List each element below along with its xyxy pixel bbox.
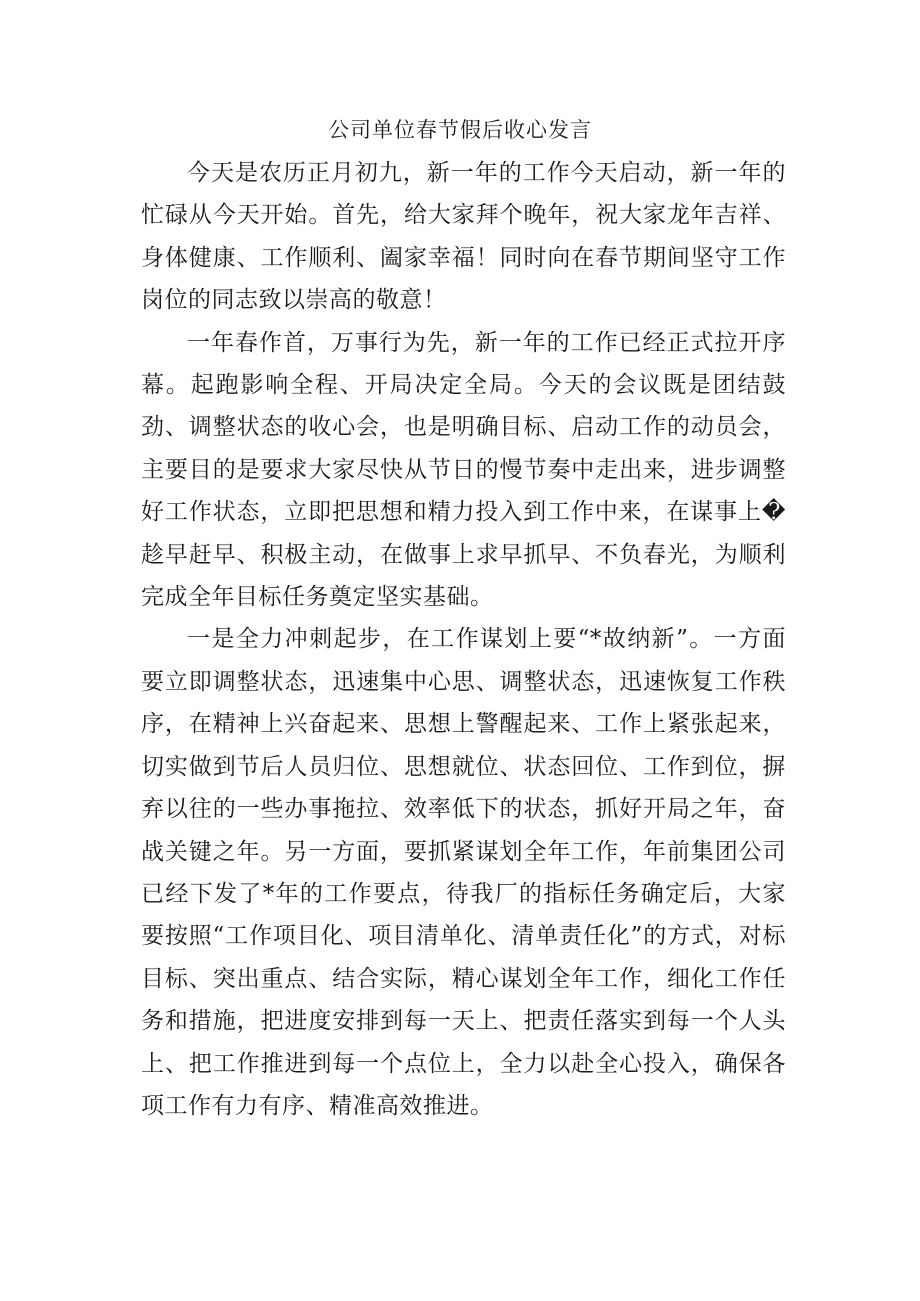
- paragraph-2: 一年春作首，万事行为先，新一年的工作已经正式拉开序幕。起跑影响全程、开局决定全局。今天的会议既是团结鼓劲、调整状态的收心会，也是明确目标、启动工作的动员会，主要目的是要求大家尽快从节日的慢节奏中走出来，进步调整好工作状态，立即把思想和精力投入到工作中来，在谋事上�趁早赶早、积极主动，在做事上求早抓早、不负春光，为顺利完成全年目标任务奠定坚实基础。: [141, 329, 786, 611]
- paragraph-1: 今天是农历正月初九，新一年的工作今天启动，新一年的忙碌从今天开始。首先，给大家拜个晚年，祝大家龙年吉祥、身体健康、工作顺利、阖家幸福！同时向在春节期间坚守工作岗位的同志致以崇高的敬意！: [141, 160, 786, 314]
- document-title: 公司单位春节假后收心发言: [328, 118, 592, 142]
- paragraph-3: 一是全力冲刺起步，在工作谋划上要“*故纳新”。一方面要立即调整状态，迅速集中心思、调整状态，迅速恢复工作秩序，在精神上兴奋起来、思想上警醒起来、工作上紧张起来，切实做到节后人员归位、思想就位、状态回位、工作到位，摒弃以往的一些办事拖拉、效率低下的状态，抓好开局之年，奋战关键之年。另一方面，要抓紧谋划全年工作，年前集团公司已经下发了*年的工作要点，待我厂的指标任务确定后，大家要按照“工作项目化、项目清单化、清单责任化”的方式，对标目标、突出重点、结合实际，精心谋划全年工作，细化工作任务和措施，把进度安排到每一天上、把责任落实到每一个人头上、把工作推进到每一个点位上，全力以赴全心投入，确保各项工作有力有序、精准高效推进。: [141, 626, 786, 1119]
- document-body: [141, 152, 786, 1127]
